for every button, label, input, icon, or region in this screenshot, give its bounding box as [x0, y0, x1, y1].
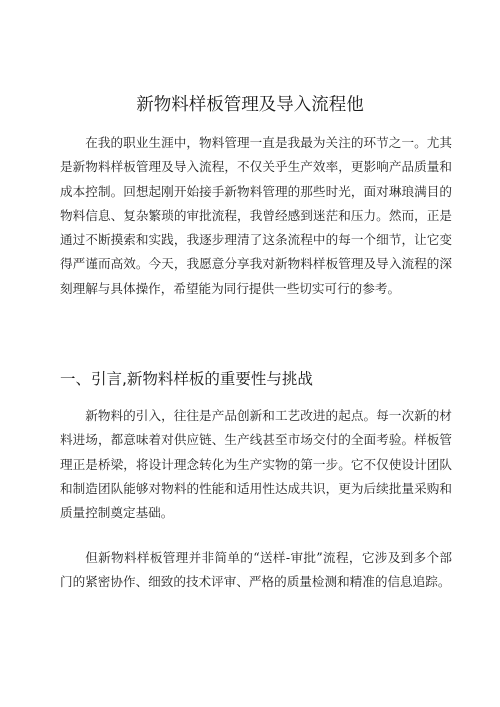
document-title: 新物料样板管理及导入流程他: [136, 95, 364, 115]
section-paragraph-2: 但新物料样板管理并非简单的“送样-审批”流程，它涉及到多个部门的紧密协作、细致的技术评审、严格的质量检测和精准的信息追踪。: [60, 550, 452, 590]
section-paragraph-1: 新物料的引入，往往是产品创新和工艺改进的起点。每一次新的材料进场，都意味着对供应链、生产线甚至市场交付的全面考验。样板管理正是桥梁，将设计理念转化为生产实物的第一步。它不仅使设计团队和制造团队能够对物料的性能和适用性达成共识，更为后续批量采购和质量控制奠定基础。: [60, 408, 452, 521]
section-heading: 一、引言,新物料样板的重要性与挑战: [60, 370, 313, 388]
intro-paragraph: 在我的职业生涯中，物料管理一直是我最为关注的环节之一。尤其是新物料样板管理及导入流程，不仅关乎生产效率，更影响产品质量和成本控制。回想起刚开始接手新物料管理的那些时光，面对琳琅满目的物料信息、复杂繁琐的审批流程，我曾经感到迷茫和压力。然而，正是通过不断摸索和实践，我逐步理清了这条流程中的每一个细节，让它变得严谨而高效。今天，我愿意分享我对新物料样板管理及导入流程的深刻理解与具体操作，希望能为同行提供一些切实可行的参考。: [60, 135, 452, 296]
